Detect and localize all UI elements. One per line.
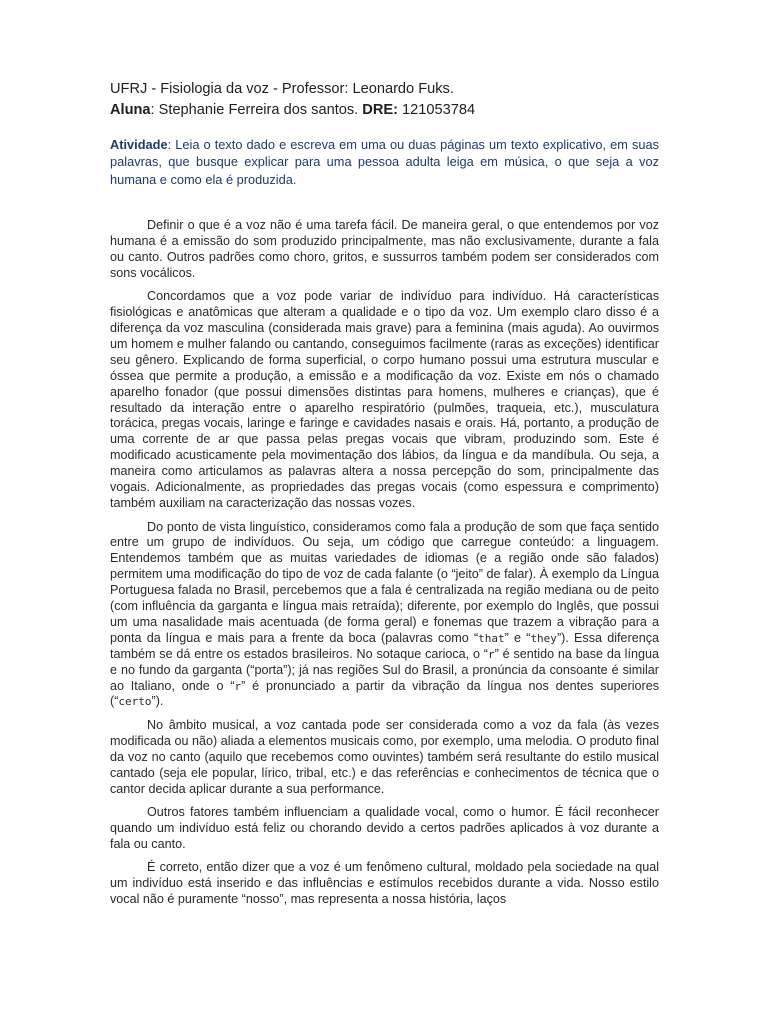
paragraph-4: No âmbito musical, a voz cantada pode ser considerada como a voz da fala (às vezes modificada ou não) aliada a elementos musicais como, por exemplo, uma melodia. O produto final da voz no canto (aquilo que recebemos como ouvintes) também será resultante do estilo musical cantado (seja ele popular, lírico, tribal, etc.) e das referências e conhecimentos de técnica que o cantor decida aplicar durante a sua performance. [110,717,659,796]
paragraph-1: Definir o que é a voz não é uma tarefa fácil. De maneira geral, o que entendemos por voz humana é a emissão do som produzido principalmente, mas não exclusivamente, durante a fala ou canto. Outros padrões como choro, gritos, e sussurros também podem ser considerados com sons vocálicos. [110,218,659,280]
dre-label: DRE: [362,102,398,118]
paragraph-5: Outros fatores também influenciam a qualidade vocal, como o humor. É fácil reconhecer quando um indivíduo está feliz ou chorando devido a certos padrões aplicados à voz durante a fala ou canto. [110,805,659,851]
paragraph-3-text-a: Do ponto de vista linguístico, consideramos como fala a produção de som que faça sentido entre um grupo de indivíduos. Ou seja, um código que carregue conteúdo: a linguagem. Entendemos também que as muitas variedades de idiomas (e a região onde são falados) permitem uma modificação do tipo de voz de cada falante (o “jeito” de falar). À exemplo da Língua Portuguesa falada no Brasil, percebemos que a fala é centralizada na região mediana ou de peito (com influência da garganta e língua mais retraída); diferente, por exemplo do Inglês, que possui um uma nasalidade mais acentuada (de forma geral) e fonemas que trazem a vibração para a ponta da língua e mais para a frente da boca (palavras como “ [110,519,659,645]
activity-text: : Leia o texto dado e escreva em uma ou duas páginas um texto explicativo, em suas palavras, que busque explicar para uma pessoa adulta leiga em música, o que seja a voz humana e como ela é produzida. [110,137,659,187]
course-line: UFRJ - Fisiologia da voz - Professor: Leonardo Fuks. [110,81,454,97]
word-that: that [478,631,505,645]
essay-body [110,218,659,916]
student-name: : Stephanie Ferreira dos santos. [150,102,363,118]
student-label: Aluna [110,102,151,118]
paragraph-3-text-c: ”). Essa diferença também se dá entre os estados brasileiros. No sotaque carioca, o “ [110,630,659,661]
activity-label: Atividade [110,137,168,152]
student-line [110,100,670,121]
dre-value: 121053784 [397,102,476,118]
document-header [110,79,670,121]
paragraph-2: Concordamos que a voz pode variar de indivíduo para indivíduo. Há características fisiológicas e anatômicas que alteram a qualidade e o tipo da voz. Um exemplo claro disso é a diferença da voz masculina (considerada mais grave) para a feminina (mais aguda). Ao ouvirmos um homem e mulher falando ou cantando, conseguimos facilmente (raras as exceções) identificar seu gênero. Explicando de forma superficial, o corpo humano possui uma estrutura muscular e óssea que permite a produção, a emissão e a modificação da voz. Existe em nós o chamado aparelho fonador (que possui dimensões distintas para homens, mulheres e crianças), que é resultado da interação entre o aparelho respiratório (pulmões, traqueia, etc.), musculatura torácica, pregas vocais, laringe e faringe e cavidades nasais e orais. Há, portanto, a produção de uma corrente de ar que passa pelas pregas vocais que vibram, produzindo som. Este é modificado acusticamente pela movimentação dos lábios, da língua e da mandíbula. Ou seja, a maneira como articulamos as palavras altera a nossa percepção do som, principalmente das vogais. Adicionalmente, as propriedades das pregas vocais (como espessura e comprimento) também auxiliam na caracterização das nossas vozes. [110,289,659,510]
paragraph-3-text-d: ” é sentido na base da língua e no fundo da garganta (“porta”); já nas regiões Sul do Brasil, a pronúncia da consoante é similar ao Italiano, onde o “ [110,646,659,693]
paragraph-3-text-f: ”). [151,694,164,709]
letter-r-1: r [488,647,495,661]
activity-instructions [110,136,659,188]
word-certo: certo [118,695,152,709]
paragraph-6: É correto, então dizer que a voz é um fenômeno cultural, moldado pela sociedade na qual um indivíduo está inserido e das influências e estímulos recebidos durante a vida. Nosso estilo vocal não é puramente “nosso”, mas representa a nossa história, laços [110,860,659,907]
paragraph-3 [110,520,659,711]
paragraph-3-text-e: ” é pronunciado a partir da vibração da língua nos dentes superiores (“ [110,678,659,709]
word-they: they [530,631,557,645]
paragraph-3-text-b: ” e “ [504,630,531,645]
letter-r-2: r [234,679,242,693]
